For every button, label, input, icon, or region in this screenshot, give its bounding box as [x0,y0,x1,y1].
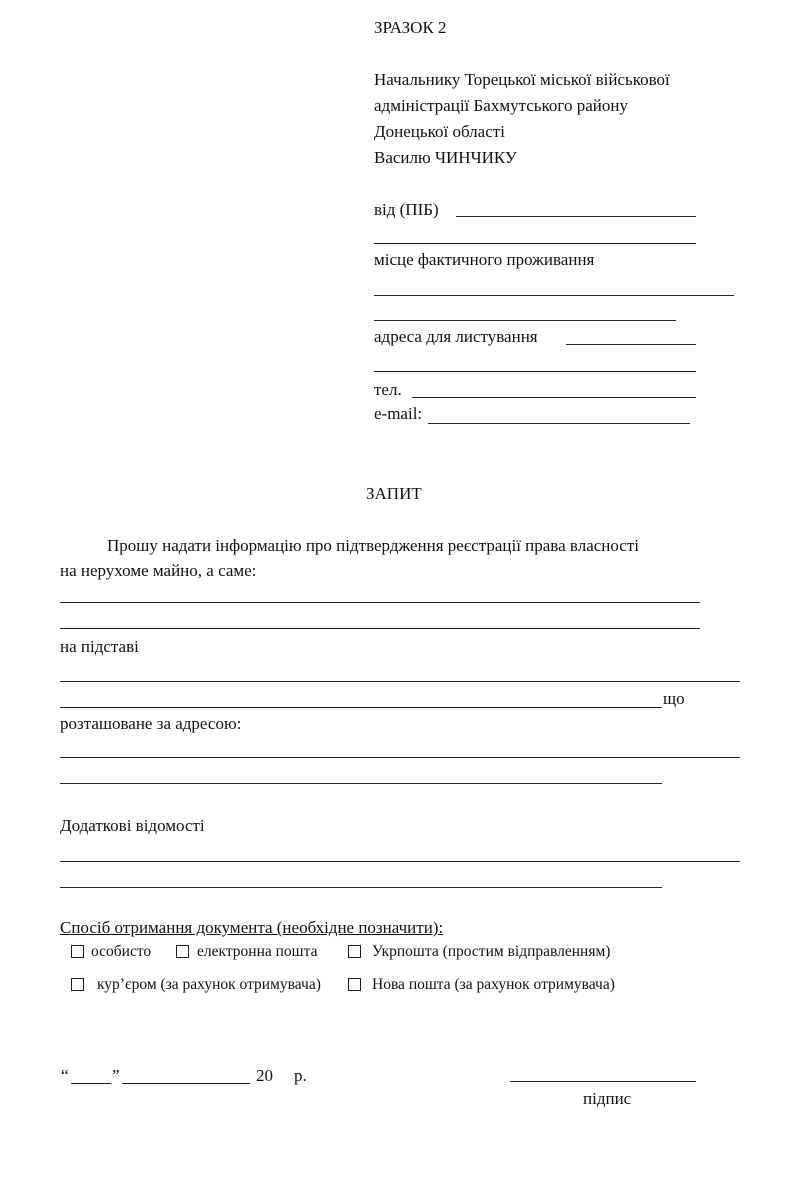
addressee-line-3: Донецької області [374,122,505,141]
addressee-line-1: Начальнику Торецької міської військової [374,70,670,89]
checkbox-ukrposhta[interactable] [348,945,361,958]
additional-label: Додаткові відомості [60,816,205,835]
delivery-title: Спосіб отримання документа (необхідне позначити): [60,918,444,937]
date-quote-close: ” [112,1066,120,1085]
date-year: 20 [256,1066,273,1085]
date-quote-open: “ [61,1066,69,1085]
request-text-line-1: Прошу надати інформацію про підтвердження реєстрації права власності [107,536,640,555]
checkbox-personally[interactable] [71,945,84,958]
property-field-2[interactable] [60,628,700,629]
addressee-line-2: адміністрації Бахмутського району [374,96,628,115]
checkbox-nova-poshta[interactable] [348,978,361,991]
addressee-line-4: Василю ЧИНЧИКУ [374,148,517,167]
date-year-suffix: р. [294,1066,307,1085]
request-text-line-2: на нерухоме майно, а саме: [60,561,257,580]
phone-field[interactable] [412,397,696,398]
mail-address-label: адреса для листування [374,327,538,346]
email-field[interactable] [428,423,690,424]
option-ukrposhta-label: Укрпошта (простим відправленням) [372,943,611,960]
property-field-1[interactable] [60,602,700,603]
address-field-2[interactable] [60,783,662,784]
date-month-field[interactable] [122,1083,250,1084]
basis-field-2[interactable] [60,707,662,708]
that-label: що [663,689,685,708]
signature-label: підпис [583,1089,632,1108]
email-label: e-mail: [374,404,423,423]
sample-label: ЗРАЗОК 2 [374,18,447,37]
checkbox-email[interactable] [176,945,189,958]
additional-field-2[interactable] [60,887,662,888]
document-title: ЗАПИТ [366,484,422,503]
additional-field-1[interactable] [60,861,740,862]
phone-label: тел. [374,380,402,399]
mail-address-field-2[interactable] [374,371,696,372]
option-courier-label: кур’єром (за рахунок отримувача) [97,976,321,993]
address-field-1[interactable] [60,757,740,758]
residence-label: місце фактичного проживання [374,250,595,269]
basis-field-1[interactable] [60,681,740,682]
from-name-field-2[interactable] [374,243,696,244]
from-name-field[interactable] [456,216,696,217]
mail-address-field-1[interactable] [566,344,696,345]
residence-field-1[interactable] [374,295,734,296]
option-nova-poshta-label: Нова пошта (за рахунок отримувача) [372,976,615,993]
located-label: розташоване за адресою: [60,714,242,733]
signature-field[interactable] [510,1081,696,1082]
date-day-field[interactable] [71,1083,111,1084]
option-personally-label: особисто [91,943,152,960]
checkbox-courier[interactable] [71,978,84,991]
residence-field-2[interactable] [374,320,676,321]
basis-label: на підставі [60,637,139,656]
from-label: від (ПІБ) [374,200,439,219]
option-email-label: електронна пошта [197,943,318,960]
